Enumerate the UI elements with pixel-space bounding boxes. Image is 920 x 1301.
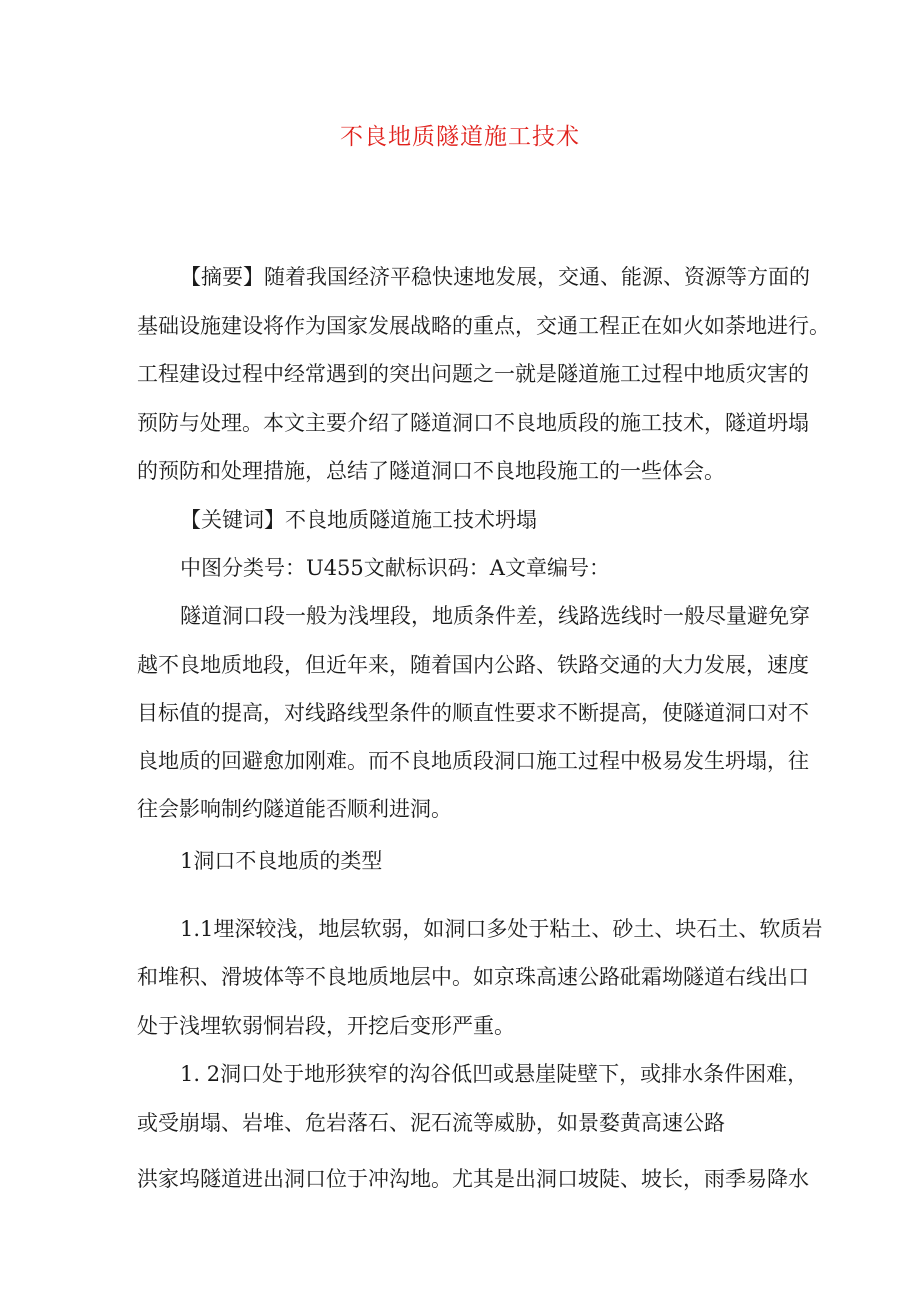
body-line-1: 隧道洞口段一般为浅埋段，地质条件差，线路选线时一般尽量避免穿 [180,604,810,628]
abstract-line-1: 【摘要】随着我国经济平稳快速地发展，交通、能源、资源等方面的 [180,265,810,289]
subsection-1-2-line-1: 1. 2洞口处于地形狭窄的沟谷低凹或悬崖陡壁下，或排水条件困难， [180,1062,809,1086]
body-line-5: 往会影响制约隧道能否顺利进洞。 [137,797,452,821]
subsection-1-1-line-1: 1.1埋深较浅，地层软弱，如洞口多处于粘土、砂土、块石土、软质岩 [180,917,823,941]
abstract-line-3: 工程建设过程中经常遇到的突出问题之一就是隧道施工过程中地质灾害的 [137,362,809,386]
abstract-line-2: 基础设施建设将作为国家发展战略的重点，交通工程正在如火如荼地进行。 [137,314,830,338]
subsection-1-2-line-2: 或受崩塌、岩堆、危岩落石、泥石流等威胁，如景婺黄高速公路 [137,1111,725,1135]
subsection-1-1-line-2: 和堆积、滑坡体等不良地质地层中。如京珠高速公路砒霜坳隧道右线出口 [137,965,809,989]
abstract-line-4: 预防与处理。本文主要介绍了隧道洞口不良地质段的施工技术，隧道坍塌 [137,411,809,435]
document-title: 不良地质隧道施工技术 [340,124,580,150]
section-heading: 1洞口不良地质的类型 [180,849,383,873]
abstract-line-5: 的预防和处理措施，总结了隧道洞口不良地段施工的一些体会。 [137,459,725,483]
body-line-4: 良地质的回避愈加刚难。而不良地质段洞口施工过程中极易发生坍塌，往 [137,749,809,773]
classification-line: 中图分类号：U455文献标识码：A文章编号： [180,556,610,580]
body-line-2: 越不良地质地段，但近年来，随着国内公路、铁路交通的大力发展，速度 [137,653,809,677]
subsection-1-2-line-3: 洪家坞隧道进出洞口位于冲沟地。尤其是出洞口坡陡、坡长，雨季易降水 [137,1167,809,1191]
body-line-3: 目标值的提高，对线路线型条件的顺直性要求不断提高，使隧道洞口对不 [137,701,809,725]
keywords-line: 【关键词】不良地质隧道施工技术坍塌 [180,508,537,532]
subsection-1-1-line-3: 处于浅埋软弱恫岩段，开挖后变形严重。 [137,1014,515,1038]
